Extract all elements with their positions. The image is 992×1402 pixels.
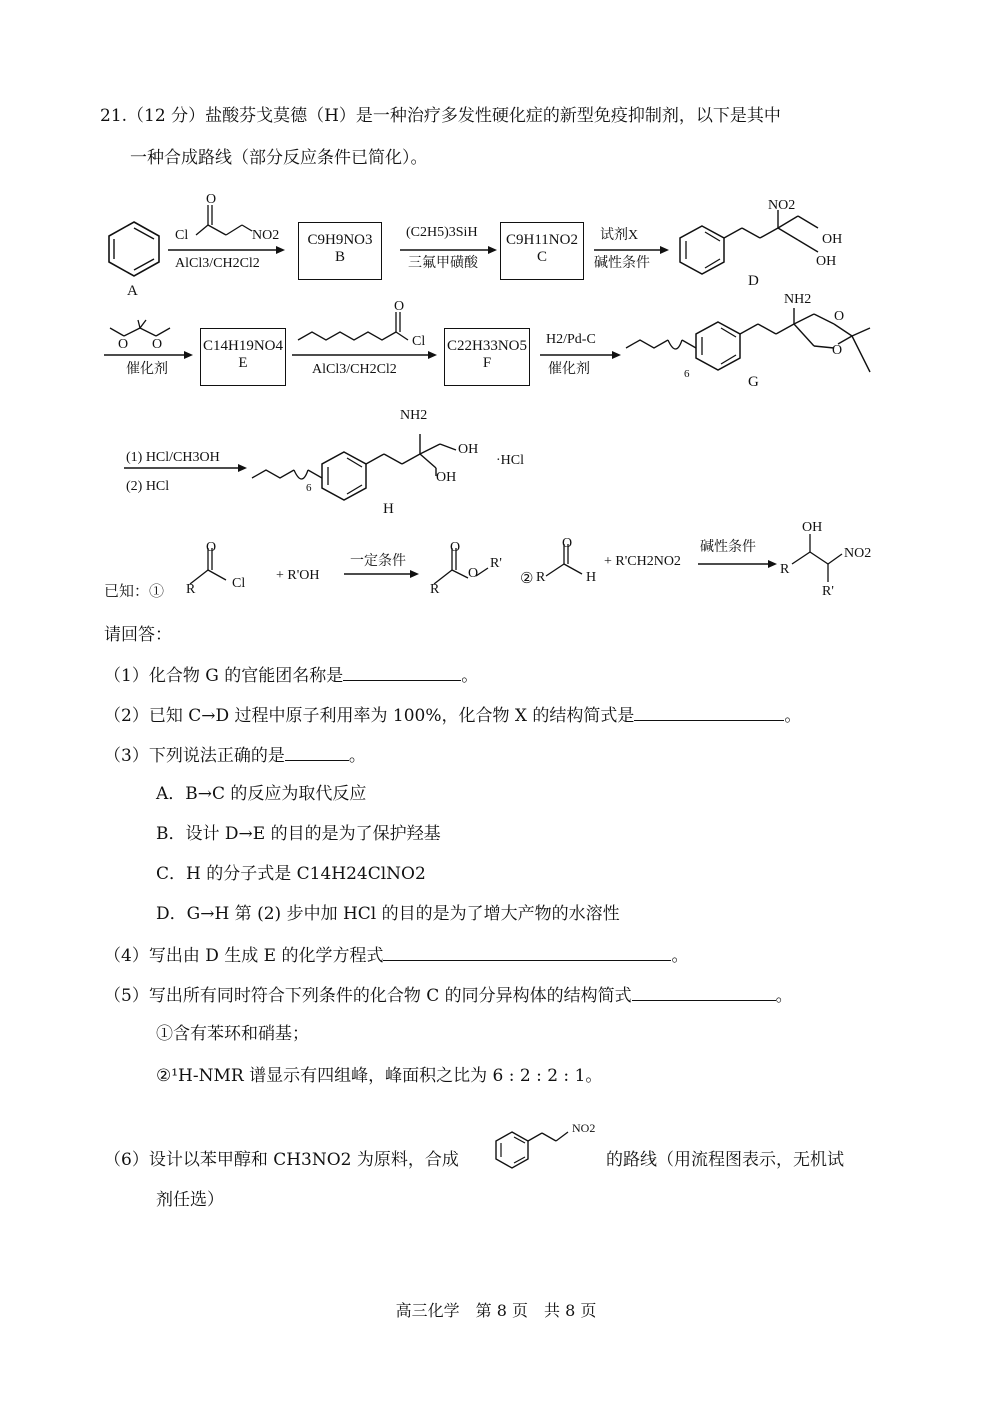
a2-bottom-condition: 三氟甲磺酸 — [408, 256, 478, 271]
known-r2-prefix: ② — [520, 569, 534, 587]
a1-cl-label: Cl — [175, 228, 189, 243]
a3-top-condition: 试剂X — [600, 228, 639, 243]
q1-text: （1）化合物 G 的官能团名称是 — [104, 666, 344, 686]
question-header-line2: 一种合成路线（部分反应条件已简化）。 — [130, 148, 428, 168]
known-ester-o: O — [450, 540, 461, 555]
a4-bottom-condition: 催化剂 — [126, 362, 168, 377]
q3-line — [104, 744, 366, 766]
arrow-b-to-c — [400, 245, 500, 255]
known-r2-reagent: + R'CH2NO2 — [604, 554, 681, 569]
known-ester-rp: R' — [490, 556, 502, 571]
known-r2-arrow — [698, 559, 780, 569]
compound-c-formula: C9H11NO2 — [506, 232, 578, 248]
h-oh-top: OH — [458, 442, 479, 457]
a2-top-condition: (C2H5)3SiH — [406, 225, 478, 240]
q2-answer-blank[interactable] — [634, 704, 784, 721]
q5-end: 。 — [775, 986, 793, 1006]
d-no2-group: NO2 — [768, 198, 796, 213]
g-chain-subscript: 6 — [684, 368, 690, 380]
known-r1-condition: 一定条件 — [350, 554, 406, 569]
compound-e-label: E — [238, 355, 248, 371]
known-product-no2: NO2 — [844, 546, 872, 561]
svg-text:O: O — [834, 309, 845, 324]
compound-g-structure — [624, 296, 884, 380]
arrow-d-to-e — [104, 324, 194, 360]
known-ester-o2: O — [468, 566, 479, 581]
known-r1-r: R — [186, 582, 196, 597]
compound-f-box — [444, 328, 530, 386]
h-nh2-group: NH2 — [400, 408, 428, 423]
a5-bottom-condition: AlCl3/CH2Cl2 — [312, 362, 397, 377]
d-oh-top: OH — [822, 232, 843, 247]
compound-a-structure — [104, 220, 164, 276]
a6-top-condition: H2/Pd-C — [546, 332, 596, 347]
known-r2-h: H — [586, 570, 597, 585]
q1-end: 。 — [461, 666, 479, 686]
compound-e-formula: C14H19NO4 — [202, 338, 283, 354]
compound-b-box — [298, 222, 382, 280]
q2-text: （2）已知 C→D 过程中原子利用率为 100%，化合物 X 的结构简式是 — [104, 706, 635, 726]
answer-prompt: 请回答： — [104, 625, 172, 645]
compound-b-label: B — [334, 249, 345, 265]
h-chain-subscript: 6 — [306, 482, 312, 494]
known-r2-r: R — [536, 570, 546, 585]
a7-bottom-condition: (2) HCl — [126, 479, 170, 494]
q5-condition-2: ②¹H-NMR 谱显示有四组峰，峰面积之比为 6 : 2 : 2 : 1。 — [156, 1066, 603, 1086]
known-r1-reagent: + R'OH — [276, 568, 320, 583]
q5-line — [104, 984, 793, 1006]
q2-end: 。 — [784, 706, 802, 726]
compound-f-label: F — [482, 355, 492, 371]
a1-oxygen: O — [206, 192, 217, 207]
known-r2-o: O — [562, 536, 573, 551]
compound-d-label: D — [748, 273, 759, 289]
arrow-c-to-d — [594, 245, 674, 255]
q6-text-after: 的路线（用流程图表示，无机试 — [606, 1150, 844, 1170]
svg-text:O: O — [152, 337, 163, 352]
q1-answer-blank[interactable] — [343, 664, 461, 681]
a1-bottom-condition: AlCl3/CH2Cl2 — [175, 256, 260, 271]
svg-text:O: O — [118, 337, 129, 352]
compound-g-label: G — [748, 374, 759, 390]
q3-option-c: C．H 的分子式是 C14H24ClNO2 — [156, 864, 426, 884]
q4-answer-blank[interactable] — [383, 944, 671, 961]
known-product-rp: R' — [822, 584, 834, 599]
q3-answer-blank[interactable] — [285, 744, 349, 761]
a5-cl-label: Cl — [412, 334, 426, 349]
compound-c-box — [500, 222, 584, 280]
q1-line — [104, 664, 478, 686]
q2-line — [104, 704, 801, 726]
q4-text: （4）写出由 D 生成 E 的化学方程式 — [104, 946, 384, 966]
a7-top-condition: (1) HCl/CH3OH — [126, 450, 220, 465]
q3-text: （3）下列说法正确的是 — [104, 746, 285, 766]
compound-b-formula: C9H9NO3 — [307, 232, 373, 248]
compound-c-label: C — [536, 249, 547, 265]
q6-text-before: （6）设计以苯甲醇和 CH3NO2 为原料，合成 — [104, 1150, 459, 1170]
known-product-oh: OH — [802, 520, 823, 535]
q6-target-no2: NO2 — [572, 1121, 596, 1135]
arrow-f-to-g — [540, 350, 624, 360]
d-oh-bottom: OH — [816, 254, 837, 269]
page-footer: 高三化学 第 8 页 共 8 页 — [395, 1301, 597, 1320]
a1-no2-label: NO2 — [252, 228, 280, 243]
known-r1-o: O — [206, 540, 217, 555]
compound-h-label: H — [383, 501, 394, 517]
q5-answer-blank[interactable] — [632, 984, 776, 1001]
question-header-line1: 21.（12 分）盐酸芬戈莫德（H）是一种治疗多发性硬化症的新型免疫抑制剂，以下是其中 — [100, 106, 781, 126]
q4-line — [104, 944, 688, 966]
q5-text: （5）写出所有同时符合下列条件的化合物 C 的同分异构体的结构简式 — [104, 986, 632, 1006]
g-nh2-group: NH2 — [784, 292, 812, 307]
known-prefix: 已知：① — [104, 582, 165, 600]
known-ester-r: R — [430, 582, 440, 597]
known-r1-cl: Cl — [232, 576, 246, 591]
q5-condition-1: ①含有苯环和硝基； — [156, 1024, 309, 1044]
known-r2-condition: 碱性条件 — [700, 540, 756, 555]
q3-option-a: A．B→C 的反应为取代反应 — [156, 784, 367, 804]
q4-end: 。 — [671, 946, 689, 966]
known-product-r: R — [780, 562, 790, 577]
compound-a-label: A — [127, 283, 138, 299]
q6-line2: 剂任选） — [156, 1190, 224, 1210]
compound-f-formula: C22H33NO5 — [446, 338, 527, 354]
compound-e-box — [200, 328, 286, 386]
compound-h-structure — [250, 420, 490, 510]
a6-bottom-condition: 催化剂 — [548, 362, 590, 377]
known-r1-arrow — [344, 569, 422, 579]
h-oh-bottom: OH — [436, 470, 457, 485]
a3-bottom-condition: 碱性条件 — [594, 256, 650, 271]
q3-option-b: B．设计 D→E 的目的是为了保护羟基 — [156, 824, 441, 844]
q3-option-d: D．G→H 第 (2) 步中加 HCl 的目的是为了增大产物的水溶性 — [156, 904, 620, 924]
q3-end: 。 — [348, 746, 366, 766]
svg-text:O: O — [394, 299, 405, 314]
h-hcl-salt: ·HCl — [496, 453, 524, 468]
svg-text:O: O — [832, 343, 843, 358]
